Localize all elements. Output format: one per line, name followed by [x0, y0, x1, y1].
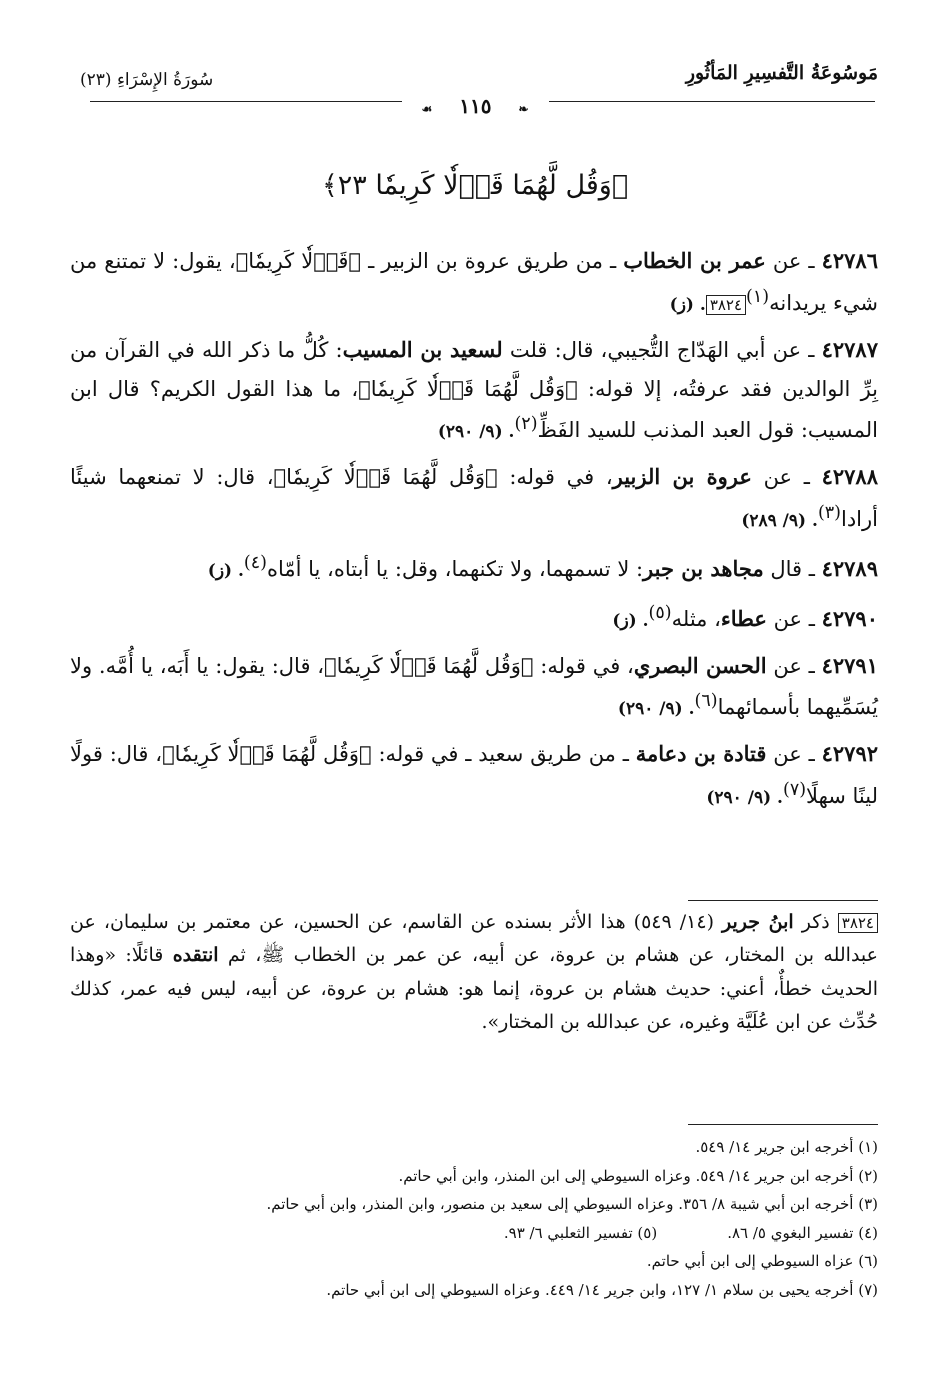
entry-text: : لا تسمهما، ولا تكنهما، وقل: يا أبتاه، يا أمّاه	[266, 556, 644, 581]
flourish-icon: ❧	[508, 102, 538, 116]
flourish-icon: ☙	[412, 102, 443, 116]
entry-lead: ـ عن	[751, 465, 822, 490]
narration-entry	[70, 331, 878, 451]
narrator-name: قتادة بن دعامة	[635, 741, 767, 767]
narrator-name: مجاهد بن جبر	[643, 555, 764, 581]
footnote-row	[70, 1219, 878, 1248]
footnotes	[70, 1133, 878, 1304]
narration-entry	[70, 597, 878, 639]
footnote: (٣) أخرجه ابن أبي شيبة ٨/ ٣٥٦. وعزاه السيوطي إلى سعيد بن منصور، وابن المنذر، وابن أبي حاتم.	[266, 1195, 878, 1213]
source-ref: . (ز)	[669, 294, 706, 315]
narration-entry	[70, 647, 878, 728]
commentary-keyword: انتقده	[172, 944, 219, 967]
commentary-number-box: ٣٨٢٤	[838, 913, 878, 933]
footnote-marker[interactable]: (٥)	[648, 602, 672, 623]
narrator-name: عمر بن الخطاب	[623, 248, 766, 273]
narrator-name: عطاء	[720, 605, 767, 631]
entry-number: ٤٢٧٨٨	[821, 464, 878, 490]
footnote: (٤) تفسير البغوي ٥/ ٨٦.	[727, 1223, 878, 1242]
entry-number: ٤٢٧٩٠	[821, 605, 878, 631]
entry-text: ـ من طريق عروة بن الزبير ـ ﴿قَوۡلٗا كَرِيمٗا﴾، يقول: لا تمتنع من شيء يريدانه	[70, 249, 878, 315]
narration-entry	[70, 458, 878, 539]
footnote-marker[interactable]: (٢)	[514, 414, 538, 435]
entry-number: ٤٢٧٨٧	[821, 336, 878, 362]
book-title: مَوسُوعَةُ التَّفسِيرِ المَأثُورِ	[685, 62, 878, 84]
entry-text: ، مثله	[671, 606, 721, 631]
source-ref: . (ز)	[207, 560, 244, 581]
commentary-ref-box[interactable]: ٣٨٢٤	[706, 295, 746, 315]
source-ref: . (٩/ ٢٩٠)	[706, 788, 783, 809]
entry-lead: ـ عن أبي الهَدّاج التُّجيبي، قال: قلت	[502, 337, 822, 362]
footnote-marker[interactable]: (٣)	[817, 503, 841, 524]
footnote: (٥) تفسير الثعلبي ٦/ ٩٣.	[503, 1223, 658, 1242]
entry-number: ٤٢٧٨٦	[821, 248, 878, 273]
entry-text: ـ من طريق سعيد ـ في قوله: ﴿وَقُل لَّهُمَا قَوۡلٗا كَرِيمٗا﴾، قال: قولًا لينًا سهلًا	[70, 742, 878, 809]
page-number: ١١٥	[449, 94, 501, 118]
commentary-block	[70, 906, 878, 1039]
commentary-text: ذكر	[793, 911, 838, 933]
source-ref: . (٩/ ٢٩٠)	[617, 699, 695, 720]
entry-number: ٤٢٧٩١	[821, 652, 878, 678]
footnote-marker[interactable]: (٦)	[694, 691, 718, 712]
commentary-text: قائلًا: «وهذا الحديث خطأٌ، أعني: حديث هشام بن عروة، إنما هو: هشام بن عروة، عن أبيه، ليس فيه عمر، كذلك حُدِّث عن ابن عُلَيَّة وغيره، عن عبدالله بن المختار».	[70, 944, 878, 1033]
entry-lead: ـ عن	[766, 653, 822, 678]
entry-lead: ـ عن	[766, 742, 822, 767]
narration-entry	[70, 735, 878, 816]
entry-text: ، في قوله: ﴿وَقُل لَّهُمَا قَوۡلٗا كَرِيمٗا﴾، قال: يقول: يا أَبَه، يا أُمَّه. ولا يُسَمِّيهما بأسمائهما	[70, 653, 878, 720]
narration-entry	[70, 547, 878, 589]
source-ref: . (٩/ ٢٩٠)	[437, 422, 515, 443]
entry-lead: ـ عن	[765, 249, 822, 273]
footnote: (٢) أخرجه ابن جرير ١٤/ ٥٤٩. وعزاه السيوطي إلى ابن المنذر، وابن أبي حاتم.	[398, 1166, 878, 1185]
source-ref: . (ز)	[612, 610, 649, 631]
narrator-name: عروة بن الزبير	[612, 464, 752, 490]
footnote-marker[interactable]: (٤)	[243, 552, 267, 573]
entry-text: ، في قوله: ﴿وَقُل لَّهُمَا قَوۡلٗا كَرِيمٗا﴾، قال: لا تمنعهما شيئًا أرادا	[70, 465, 878, 532]
footnote: (٦) عزاه السيوطي إلى ابن أبي حاتم.	[646, 1252, 878, 1270]
commentary-author: ابنُ جرير	[722, 911, 794, 933]
narration-entry	[70, 242, 878, 323]
narrations-list	[70, 242, 878, 824]
narrator-name: الحسن البصري	[633, 652, 767, 678]
verse-heading: ﴿وَقُل لَّهُمَا قَوۡلٗا كَرِيمٗا ٢٣﴾	[321, 170, 629, 201]
page-number-wrap	[0, 94, 950, 118]
commentary-divider	[688, 900, 878, 901]
entry-lead: ـ عن	[766, 606, 822, 631]
entry-number: ٤٢٧٩٢	[821, 741, 879, 767]
entry-text: : كُلُّ ما ذكر الله في القرآن من بِرِّ الوالدين فقد عرفتُه، إلا قوله: ﴿وَقُل لَّهُمَا قَوۡلٗا كَرِيمٗا﴾، ما هذا القول الكريم؟ قال ابن المسيب: قول العبد المذنب للسيد الفَظِّ	[70, 337, 878, 443]
footnote-marker[interactable]: (٧)	[782, 780, 807, 801]
narrator-name: لسعيد بن المسيب	[342, 336, 503, 362]
footnotes-divider	[688, 1124, 878, 1125]
source-ref: . (٩/ ٢٨٩)	[741, 511, 818, 532]
footnote: (٧) أخرجه يحيى بن سلام ١/ ١٢٧، وابن جرير ١٤/ ٤٤٩. وعزاه السيوطي إلى ابن أبي حاتم.	[326, 1280, 878, 1299]
surah-label: سُورَةُ الإِسْرَاءِ (٢٣)	[80, 70, 214, 90]
commentary-text: (١٤/ ٥٤٩) هذا الأثر بسنده عن القاسم، عن الحسين، عن معتمر بن سليمان، عن عبدالله بن المختار، عن هشام بن عروة، عن أبيه، عن عمر بن الخطاب ﷺ، ثم	[70, 911, 878, 967]
entry-number: ٤٢٧٨٩	[821, 555, 878, 581]
entry-lead: ـ قال	[763, 556, 822, 581]
footnote: (١) أخرجه ابن جرير ١٤/ ٥٤٩.	[695, 1138, 878, 1156]
footnote-marker[interactable]: (١)	[746, 286, 770, 307]
